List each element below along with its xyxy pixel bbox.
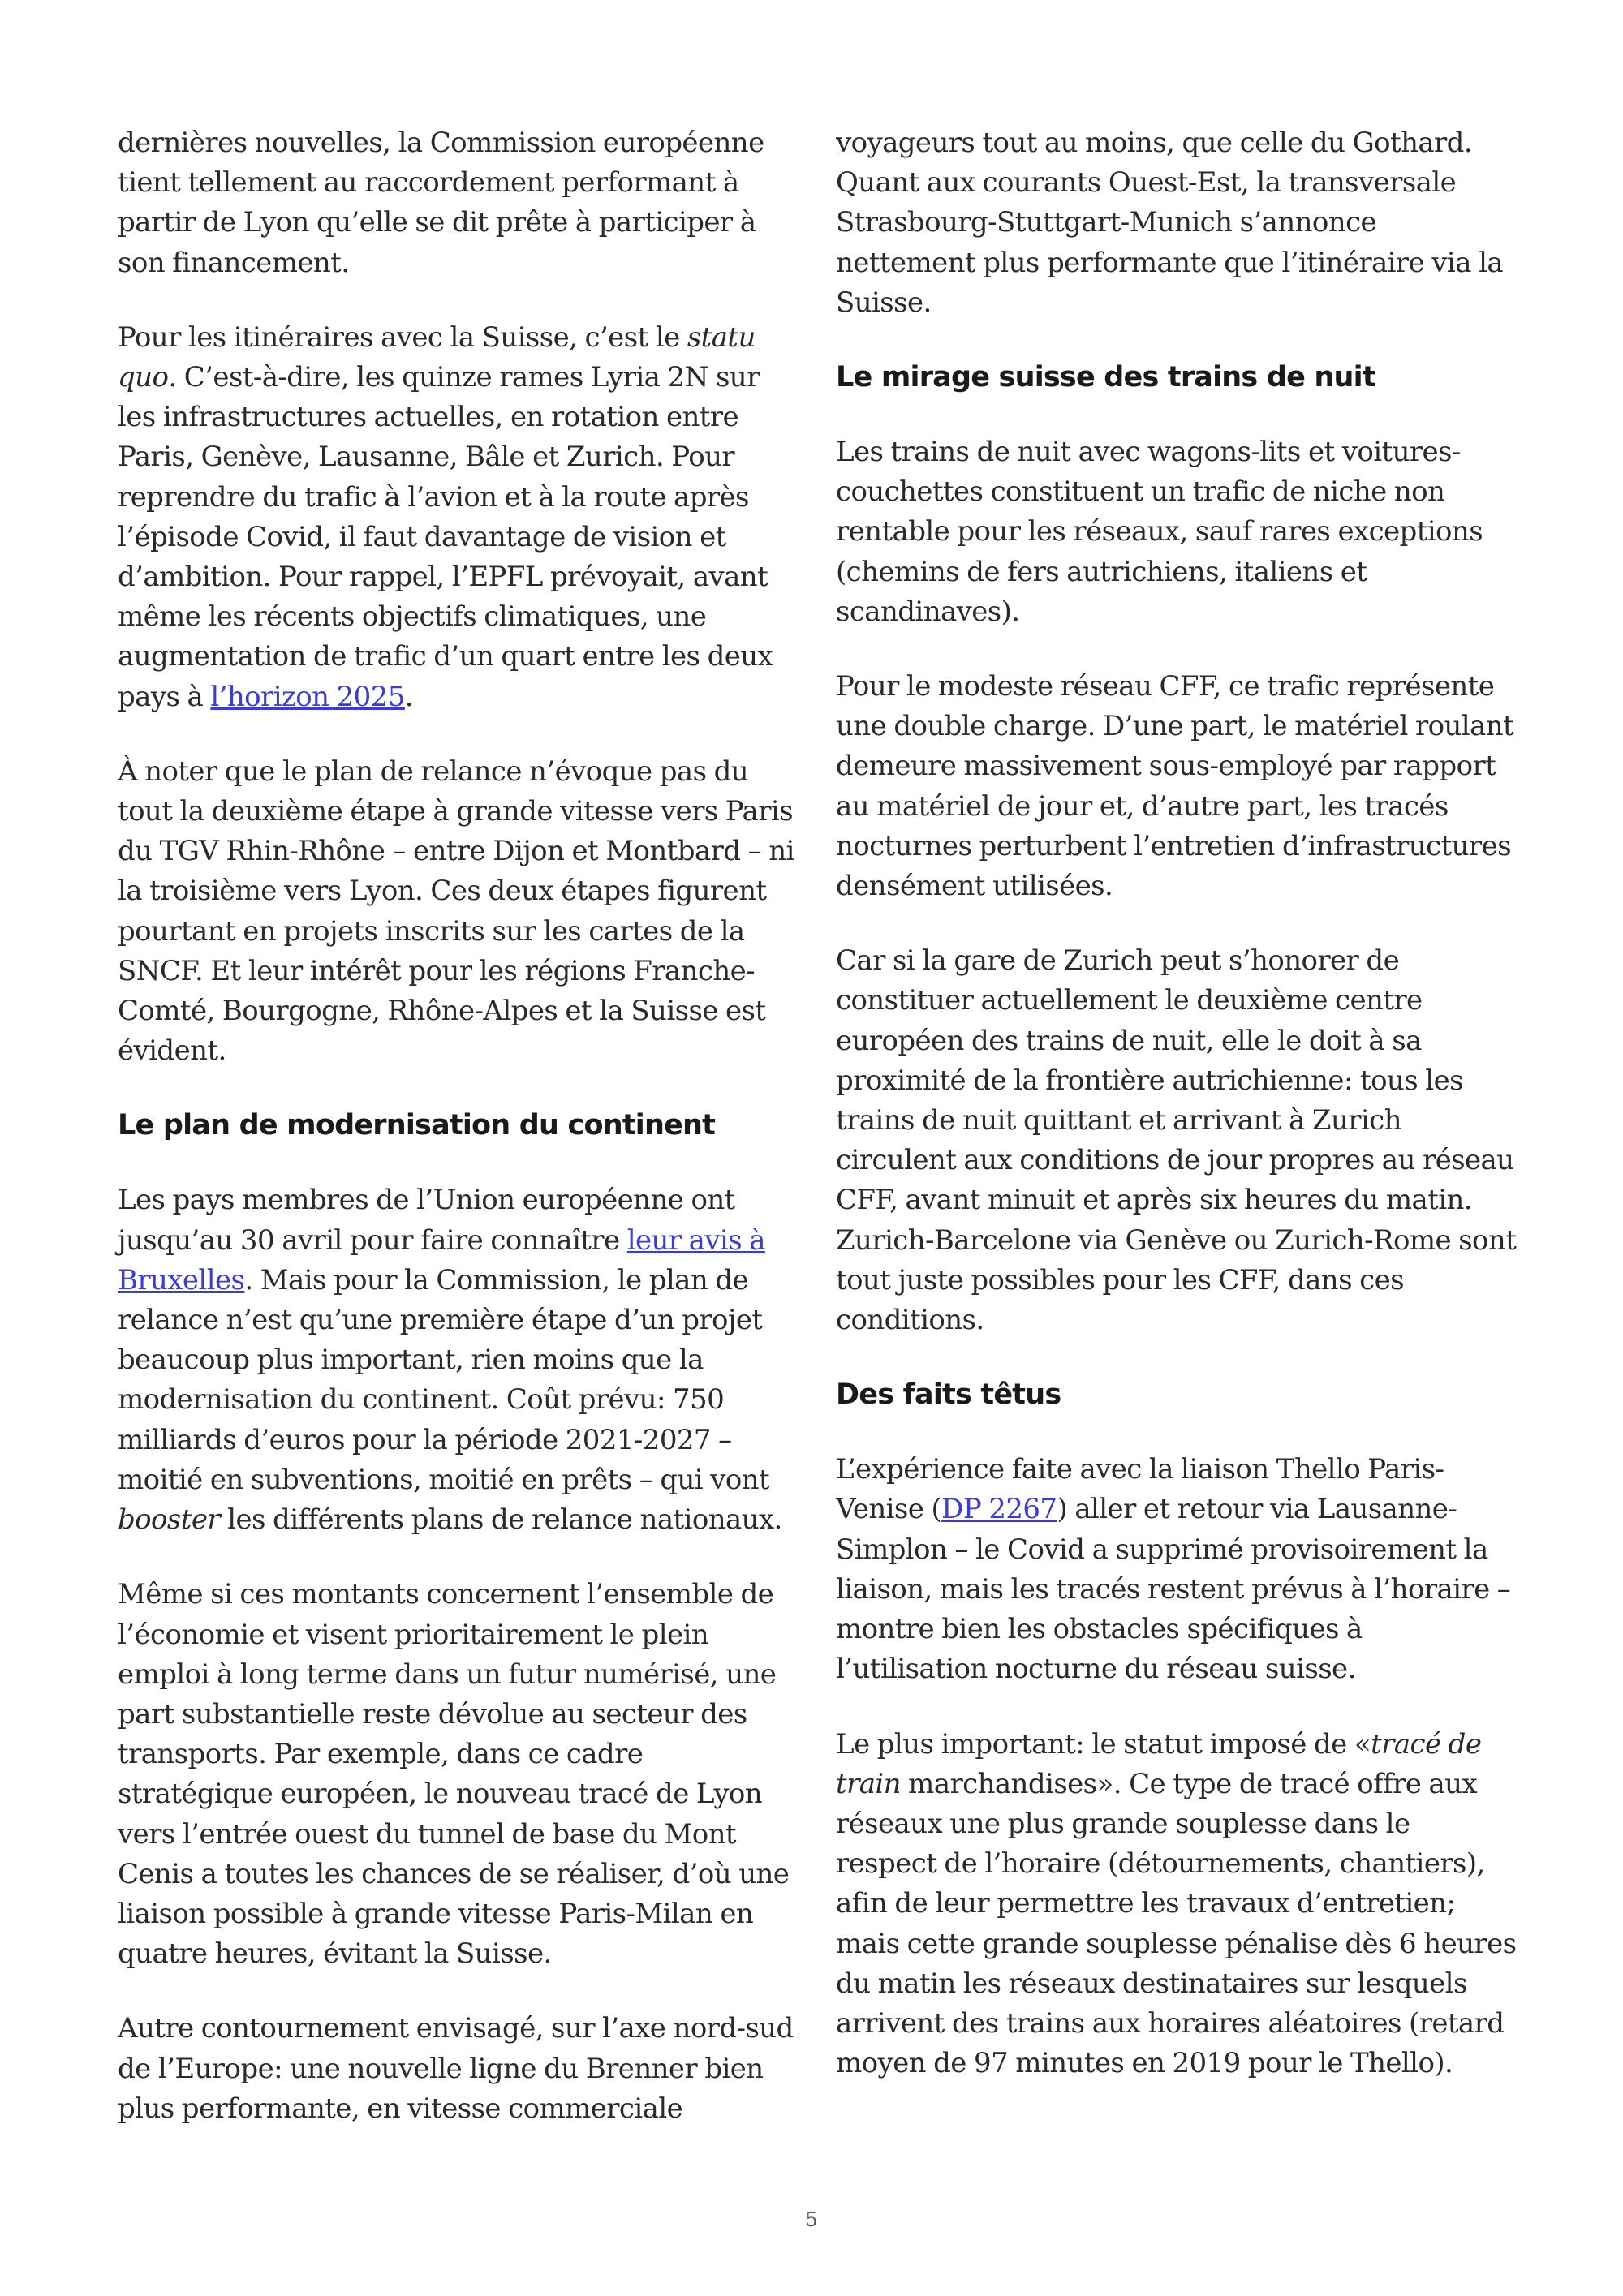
- paragraph: [118, 1180, 799, 1540]
- paragraph: Pour le modeste réseau CFF, ce trafic représente une double charge. D’une part, le matériel roulant demeure massivement sous-employé par rapport au matériel de jour et, d’autre part, les tracés nocturnes perturbent l’entretien d’infrastructures densément utilisées.: [836, 670, 1514, 903]
- paragraph-text: . C’est-à-dire, les quinze rames Lyria 2N sur les infrastructures actuelles, en rotation entre Paris, Genève, Lausanne, Bâle et Zurich. Pour reprendre du trafic à l’avion et à la route après l’épisode Covid, il faut davantage de vision et d’ambition. Pour rappel, l’EPFL prévoyait, avant même les récents objectifs climatiques, une augmentation de trafic d’un quart entre les deux pays à: [118, 361, 773, 713]
- paragraph-text: ) aller et retour via Lausanne-Simplon – le Covid a supprimé provisoirement la liaison, mais les tracés restent prévus à l’horaire – montre bien les obstacles spécifiques à l’utilisation nocturne du réseau suisse.: [836, 1493, 1511, 1686]
- paragraph: voyageurs tout au moins, que celle du Gothard. Quant aux courants Ouest-Est, la transversale Strasbourg-Stuttgart-Munich s’annonce nettement plus performante que l’itinéraire via la Suisse.: [836, 127, 1504, 319]
- paragraph: dernières nouvelles, la Commission européenne tient tellement au raccordement performant à partir de Lyon qu’elle se dit prête à participer à son financement.: [118, 127, 764, 279]
- paragraph: À noter que le plan de relance n’évoque pas du tout la deuxième étape à grande vitesse vers Paris du TGV Rhin-Rhône – entre Dijon et Montbard – ni la troisième vers Lyon. Ces deux étapes figurent pourtant en projets inscrits sur les cartes de la SNCF. Et leur intérêt pour les régions Franche-Comté, Bourgogne, Rhône-Alpes et la Suisse est évident.: [118, 755, 794, 1068]
- paragraph: [118, 318, 799, 717]
- link-dp-2267[interactable]: DP 2267: [941, 1493, 1057, 1526]
- paragraph-text: les différents plans de relance nationaux.: [220, 1503, 782, 1537]
- left-column: [118, 123, 799, 2164]
- paragraph: Même si ces montants concernent l’ensemble de l’économie et visent prioritairement le plein emploi à long terme dans un futur numérisé, une part substantielle reste dévolue au secteur des transports. Par exemple, dans ce cadre stratégique européen, le nouveau tracé de Lyon vers l’entrée ouest du tunnel de base du Mont Cenis a toutes les chances de se réaliser, d’où une liaison possible à grande vitesse Paris-Milan en quatre heures, évitant la Suisse.: [118, 1578, 790, 1971]
- paragraph-text: . Mais pour la Commission, le plan de relance n’est qu’une première étape d’un projet beaucoup plus important, rien moins que la modernisation du continent. Coût prévu: 750 milliards d’euros pour la période 2021-2027 – moitié en subventions, moitié en prêts – qui vont: [118, 1263, 770, 1496]
- page-number: 5: [805, 2208, 818, 2231]
- link-avis-bruxelles[interactable]: leur avis à Bruxelles: [118, 1223, 765, 1296]
- paragraph: Car si la gare de Zurich peut s’honorer de constituer actuellement le deuxième centre européen des trains de nuit, elle le doit à sa proximité de la frontière autrichienne: tous les trains de nuit quittant et arrivant à Zurich circulent aux conditions de jour propres au réseau CFF, avant minuit et après six heures du matin. Zurich-Barcelone via Genève ou Zurich-Rome sont tout juste possibles pour les CFF, dans ces conditions.: [836, 944, 1517, 1337]
- paragraph-text: Les pays membres de l’Union européenne ont jusqu’au 30 avril pour faire connaître: [118, 1184, 735, 1257]
- link-horizon-2025[interactable]: l’horizon 2025: [210, 680, 405, 713]
- italic-text: tracé de train: [836, 1727, 1482, 1800]
- paragraph: Autre contournement envisagé, sur l’axe nord-sud de l’Europe: une nouvelle ligne du Brenner bien plus performante, en vitesse commerciale: [118, 2012, 794, 2125]
- italic-text: statu quo: [118, 320, 756, 394]
- paragraph-text: .: [404, 680, 414, 713]
- italic-text: booster: [118, 1503, 220, 1537]
- paragraph-text: Le plus important: le statut imposé de «: [836, 1727, 1371, 1761]
- section-heading: Le mirage suisse des trains de nuit: [836, 361, 1375, 394]
- paragraph: [836, 1725, 1518, 2084]
- section-heading: Des faits têtus: [836, 1378, 1061, 1412]
- paragraph: Les trains de nuit avec wagons-lits et voitures-couchettes constituent un trafic de niche non rentable pour les réseaux, sauf rares exceptions (chemins de fers autrichiens, italiens et scandinaves).: [836, 436, 1483, 628]
- paragraph-text: L’expérience faite avec la liaison Thello Paris-Venise (: [836, 1453, 1444, 1526]
- right-column: [836, 123, 1518, 2118]
- section-heading: Le plan de modernisation du continent: [118, 1109, 716, 1142]
- paragraph: [836, 1450, 1518, 1689]
- paragraph-text: Pour les itinéraires avec la Suisse, c’est le: [118, 320, 687, 354]
- paragraph-text: marchandises». Ce type de tracé offre aux réseaux une plus grande souplesse dans le respect de l’horaire (détournements, chantiers), afin de leur permettre les travaux d’entretien; mais cette grande souplesse pénalise dès 6 heures du matin les réseaux destinataires sur lesquels arrivent des trains aux horaires aléatoires (retard moyen de 97 minutes en 2019 pour le Thello).: [836, 1767, 1517, 2080]
